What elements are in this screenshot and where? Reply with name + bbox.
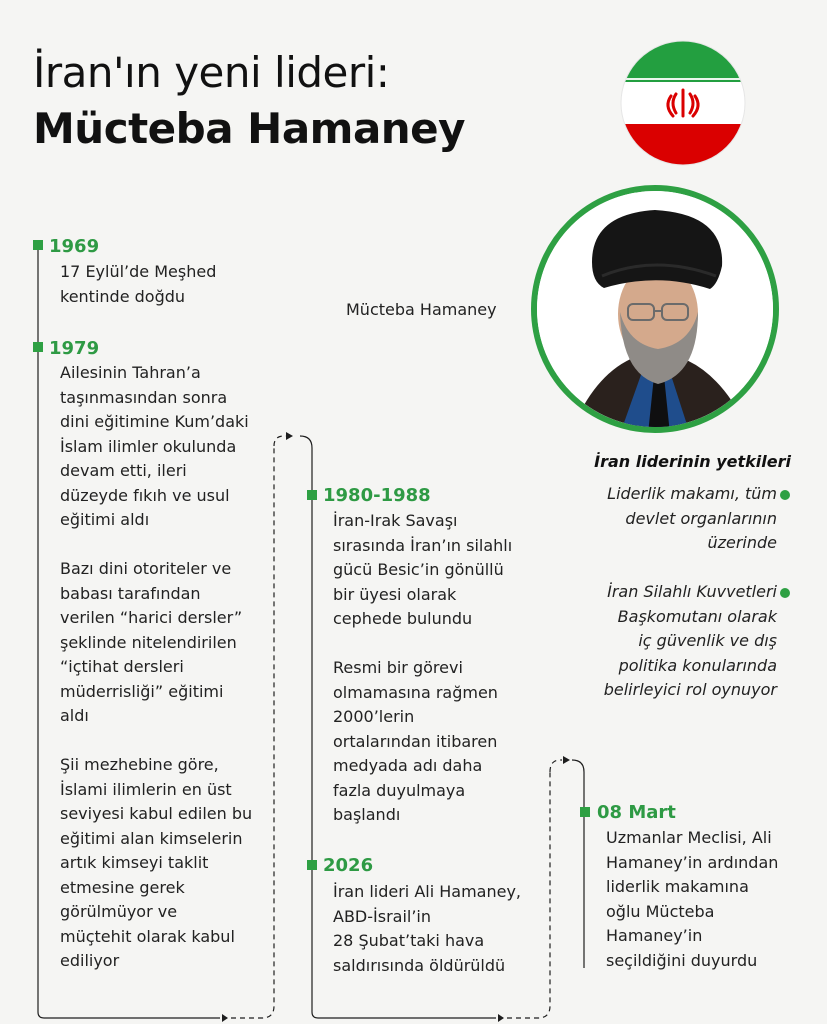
timeline-text-1969: 17 Eylül’de Meşhed kentinde doğdu [60,262,217,306]
timeline-year-1980-1988: 1980-1988 [323,485,431,506]
bullet-dot-icon [780,490,790,500]
timeline-text-08-mart: Uzmanlar Meclisi, Ali Hamaney’in ardından liderlik makamına oğlu Mücteba Hamaney’in seçildiğini duyurdu [606,828,779,970]
timeline-year-1969: 1969 [49,236,100,257]
timeline-marker [33,342,43,352]
bullet-dot-icon [780,588,790,598]
timeline-marker [307,860,317,870]
timeline-year-1979: 1979 [49,338,100,359]
timeline-marker [580,807,590,817]
power-item: İran Silahlı Kuvvetleri Başkomutanı olarak iç güvenlik ve dış politika konularında belirleyici rol oynuyor [603,582,777,699]
timeline-text-1980-1988: İran-Irak Savaşı sırasında İran’ın silahlı gücü Besic’in gönüllü bir üyesi olarak cephede bulundu Resmi bir görevi olmamasına rağmen 2000’lerin ortalarından itibaren medyada adı daha fazla duyulmaya başlandı [333,511,513,824]
timeline-marker [33,240,43,250]
timeline-marker [307,490,317,500]
portrait-caption: Mücteba Hamaney [346,300,497,319]
title-line-2: Mücteba Hamaney [33,104,466,153]
powers-title: İran liderinin yetkileri [594,452,791,471]
timeline-text-1979: Ailesinin Tahran’a taşınmasından sonra dini eğitimine Kum’daki İslam ilimler okulunda devam etti, ileri düzeyde fıkıh ve usul eğitimi aldı Bazı dini otoriteler ve babası tarafından verilen “harici dersler” şeklinde nitelendirilen “içtihat dersleri müderrisliği” eğitimi aldı Şii mezhebine göre, İslami ilimlerin en üst seviyesi kabul edilen bu eğitimi alan kimselerin artık kimseyi taklit etmesine gerek görülmüyor ve müçtehit olarak kabul ediliyor [60,363,253,970]
timeline-year-2026: 2026 [323,855,374,876]
power-item: Liderlik makamı, tüm devlet organlarının üzerinde [607,484,777,552]
timeline-text-2026: İran lideri Ali Hamaney, ABD-İsrail’in 28 Şubat’taki hava saldırısında öldürüldü [333,882,522,975]
title-line-1: İran'ın yeni lideri: [33,48,390,97]
timeline-year-08-mart: 08 Mart [597,802,676,823]
